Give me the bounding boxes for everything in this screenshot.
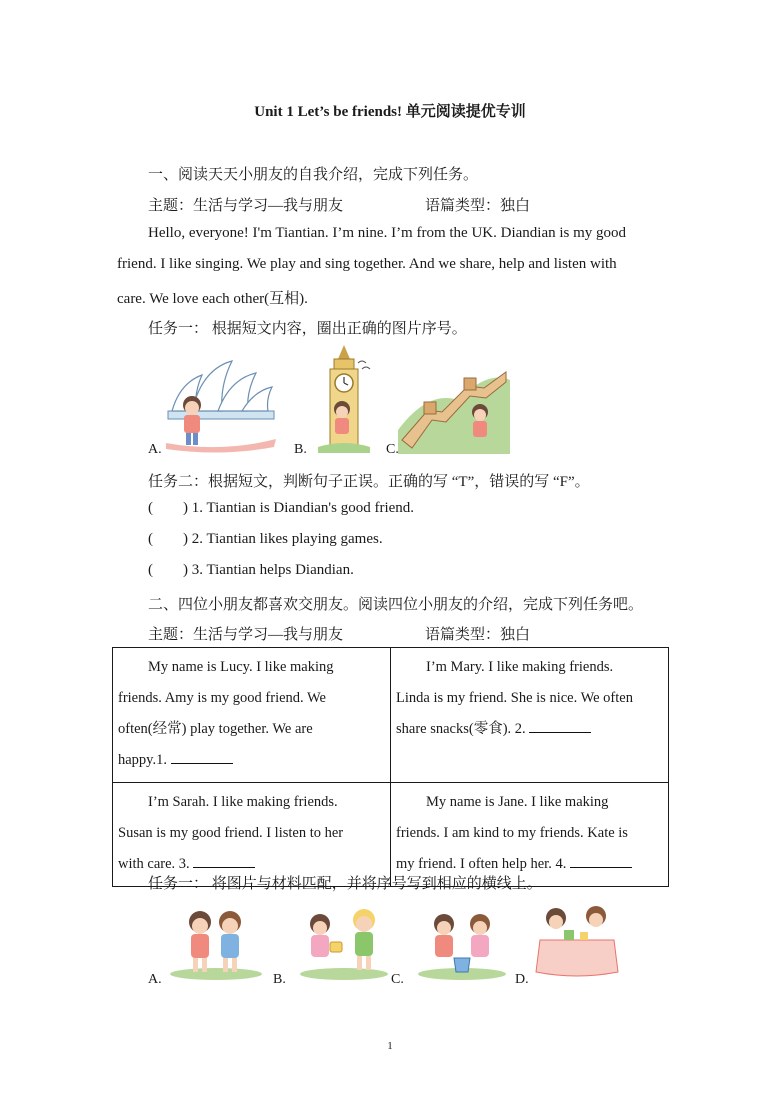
section1-theme: 主题：生活与学习—我与朋友: [148, 198, 344, 214]
reading-cell-sarah: [113, 783, 391, 887]
statement-3: [148, 562, 354, 579]
cell-line: I’m Sarah. I like making friends.: [148, 794, 338, 810]
section2-genre: 语篇类型：独白: [425, 627, 531, 643]
answer-blank-close: ): [183, 562, 188, 578]
cell-line: Susan is my good friend. I listen to her: [118, 825, 344, 841]
section2-theme: 主题：生活与学习—我与朋友: [148, 627, 344, 643]
cell-line: happy.1.: [118, 752, 167, 768]
section1-heading: 一、阅读天天小朋友的自我介绍，完成下列任务。: [148, 167, 479, 183]
answer-blank-3[interactable]: [193, 853, 255, 868]
cell-line: share snacks(零食). 2.: [396, 721, 526, 737]
s2-picture-c-label: C.: [391, 972, 404, 987]
picture-c-label: C.: [386, 442, 399, 457]
statement-1: [148, 500, 414, 517]
cell-line: often(经常) play together. We are: [118, 721, 313, 737]
cell-line: friends. I am kind to my friends. Kate is: [396, 825, 628, 841]
cell-line: friends. Amy is my good friend. We: [118, 690, 326, 706]
reading-cell-mary: [391, 648, 669, 783]
picture-girls-with-bucket: [414, 900, 510, 980]
answer-blank-1[interactable]: [171, 749, 233, 764]
passage-line-3: care. We love each other(互相).: [117, 291, 308, 307]
statement-2: [148, 531, 383, 548]
picture-girls-at-table: [534, 900, 620, 980]
page-title: Unit 1 Let’s be friends! 单元阅读提优专训: [254, 104, 526, 120]
cell-line: I’m Mary. I like making friends.: [426, 659, 614, 675]
section1-task1: 任务一： 根据短文内容，圈出正确的图片序号。: [148, 321, 467, 337]
s2-picture-a-label: A.: [148, 972, 162, 987]
section2-task1: 任务一： 将图片与材料匹配，并将序号写到相应的横线上。: [148, 876, 542, 892]
answer-blank-open[interactable]: (: [148, 531, 153, 547]
statement-text: 2. Tiantian likes playing games.: [191, 531, 383, 547]
passage-line-1: Hello, everyone! I'm Tiantian. I’m nine. I’m from the UK. Diandian is my good: [148, 225, 627, 241]
s2-picture-b-label: B.: [273, 972, 286, 987]
answer-blank-2[interactable]: [529, 718, 591, 733]
picture-a-label: A.: [148, 442, 162, 457]
statement-text: 1. Tiantian is Diandian's good friend.: [191, 500, 415, 516]
picture-great-wall: [398, 360, 510, 454]
answer-blank-open[interactable]: (: [148, 500, 153, 516]
answer-blank-4[interactable]: [570, 853, 632, 868]
cell-line: My name is Lucy. I like making: [148, 659, 334, 675]
picture-b-label: B.: [294, 442, 307, 457]
section1-genre: 语篇类型：独白: [425, 198, 531, 214]
picture-big-ben: [316, 343, 372, 453]
answer-blank-close: ): [183, 500, 188, 516]
picture-opera-house: [162, 355, 280, 453]
s2-picture-d-label: D.: [515, 972, 529, 987]
cell-line: Linda is my friend. She is nice. We often: [396, 690, 633, 706]
answer-blank-close: ): [183, 531, 188, 547]
statement-text: 3. Tiantian helps Diandian.: [191, 562, 354, 578]
cell-line: with care. 3.: [118, 856, 190, 872]
reading-cell-jane: [391, 783, 669, 887]
section2-heading: 二、四位小朋友都喜欢交朋友。阅读四位小朋友的介绍，完成下列任务吧。: [148, 597, 644, 613]
reading-cell-lucy: [113, 648, 391, 783]
cell-line: My name is Jane. I like making: [426, 794, 609, 810]
cell-line: my friend. I often help her. 4.: [396, 856, 567, 872]
passage-line-2: friend. I like singing. We play and sing together. And we share, help and listen with: [117, 256, 617, 272]
picture-girls-sharing-snacks: [296, 900, 392, 980]
section1-task2: 任务二：根据短文，判断句子正误。正确的写 “T”，错误的写 “F”。: [148, 474, 590, 490]
page-number: 1: [387, 1040, 393, 1052]
picture-two-girls-playing: [166, 900, 266, 980]
reading-table: [112, 647, 669, 887]
answer-blank-open[interactable]: (: [148, 562, 153, 578]
